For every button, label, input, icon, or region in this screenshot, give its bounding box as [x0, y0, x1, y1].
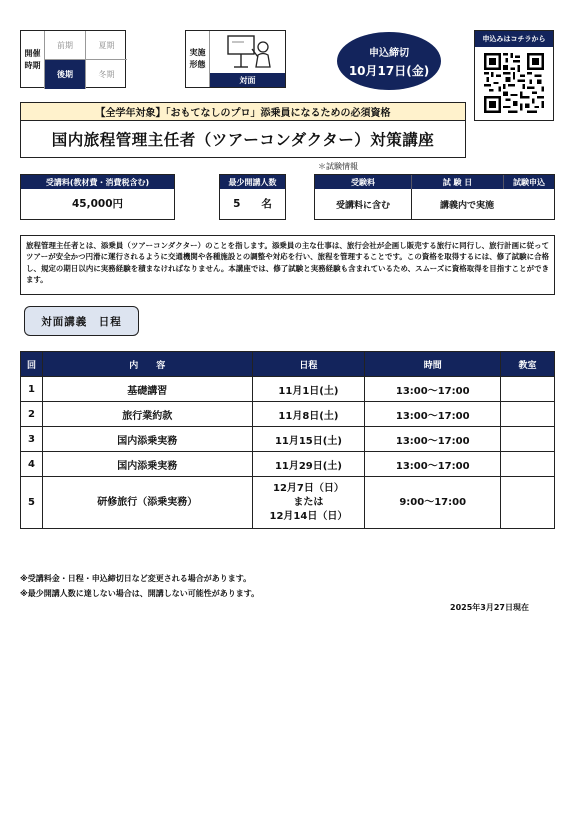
min-people-box: [219, 174, 286, 220]
row-no: 1: [21, 377, 43, 402]
row-time: 13:00～17:00: [365, 377, 501, 402]
row-date: 11月8日(土): [252, 402, 365, 427]
col-header-room: 教室: [501, 352, 555, 377]
exam-date-label: 試 験 日: [412, 175, 504, 189]
exam-date-value: 講義内で実施: [440, 200, 495, 211]
deadline-date: 10月17日(金): [348, 63, 430, 78]
deadline-title: 申込締切: [369, 47, 409, 59]
row-room: [501, 452, 555, 477]
table-header-row: [21, 352, 555, 377]
period-second-half: 後期: [45, 60, 86, 89]
page-title: 国内旅程管理主任者（ツアーコンダクター）対策講座: [20, 120, 466, 158]
row-room: [501, 377, 555, 402]
course-description: 旅程管理主任者とは、添乗員（ツアーコンダクター）のことを指します。添乗員の主な仕事は、旅行会社が企画し販売する旅行に同行し、旅行計画に従ってツアーが安全かつ円滑に運行されるように交通機関や各種施設との調整や対応を行い、旅程を管理することです。この資格を取得するには、修了試験に合格し、規定の期日以内に実務経験を積まなければなりません。本講座では、修了試験と実務経験も含まれているため、スムーズに資格取得を目指すことができます。: [20, 235, 555, 295]
col-header-date: 日程: [252, 352, 365, 377]
fee-value: 45,000円: [71, 198, 124, 210]
lecture-illustration-icon: [210, 31, 285, 73]
row-time: 13:00～17:00: [365, 402, 501, 427]
exam-info-box: [314, 174, 555, 220]
fee-label: 受講料(教材費・消費税含む): [21, 175, 174, 189]
deadline-badge: [337, 32, 441, 90]
col-header-no: 回: [21, 352, 43, 377]
qr-label: 申込みはコチラから: [475, 31, 553, 47]
period-winter: 冬期: [98, 70, 115, 79]
schedule-heading: 対面講義 日程: [24, 306, 139, 336]
row-date-line: 12月7日（日）: [272, 482, 344, 494]
row-content: 旅行業約款: [42, 402, 252, 427]
exam-info-note: ＊試験情報: [318, 162, 358, 171]
table-row: [21, 427, 555, 452]
row-time: 9:00～17:00: [365, 477, 501, 529]
row-content: 基礎講習: [42, 377, 252, 402]
footnote-min-people: ※最少開講人数に達しない場合は、開講しない可能性があります。: [20, 589, 260, 598]
row-date: [252, 477, 365, 529]
row-content: 研修旅行（添乗実務）: [42, 477, 252, 529]
row-content: 国内添乗実務: [42, 427, 252, 452]
qr-box[interactable]: [474, 30, 554, 121]
row-date: 11月1日(土): [252, 377, 365, 402]
row-time: 13:00～17:00: [365, 452, 501, 477]
fee-box: [20, 174, 175, 220]
row-room: [501, 427, 555, 452]
exam-apply-label: 試験申込: [504, 175, 554, 189]
row-room: [501, 477, 555, 529]
row-date-line: 12月14日（日）: [269, 510, 348, 522]
row-date: 11月15日(土): [252, 427, 365, 452]
exam-fee-value: 受講料に含む: [315, 189, 412, 219]
row-no: 2: [21, 402, 43, 427]
method-box: [185, 30, 286, 88]
period-first-half: 前期: [45, 31, 86, 60]
table-row: [21, 402, 555, 427]
exam-fee-label: 受験料: [315, 175, 412, 189]
table-row: [21, 377, 555, 402]
target-banner: 【全学年対象】「おもてなしのプロ」添乗員になるための必須資格: [20, 102, 466, 120]
period-header: 開催時期: [21, 31, 45, 89]
table-row: [21, 477, 555, 529]
qr-code-icon[interactable]: [475, 47, 553, 119]
as-of-date: 2025年3月27日現在: [450, 603, 529, 612]
table-row: [21, 452, 555, 477]
row-room: [501, 402, 555, 427]
method-label: 対面: [210, 73, 285, 87]
method-header: 実施形態: [186, 31, 210, 87]
period-box: [20, 30, 126, 88]
col-header-content: 内 容: [42, 352, 252, 377]
footnote-change: ※受講料金・日程・申込締切日など変更される場合があります。: [20, 574, 252, 583]
schedule-table: [20, 351, 555, 529]
row-date: 11月29日(土): [252, 452, 365, 477]
row-no: 3: [21, 427, 43, 452]
min-people-label: 最少開講人数: [220, 175, 285, 189]
row-content: 国内添乗実務: [42, 452, 252, 477]
min-people-value: 5 名: [233, 198, 272, 210]
row-no: 5: [21, 477, 43, 529]
col-header-time: 時間: [365, 352, 501, 377]
row-time: 13:00～17:00: [365, 427, 501, 452]
row-no: 4: [21, 452, 43, 477]
period-summer: 夏期: [86, 31, 127, 60]
row-date-line: または: [293, 496, 324, 508]
